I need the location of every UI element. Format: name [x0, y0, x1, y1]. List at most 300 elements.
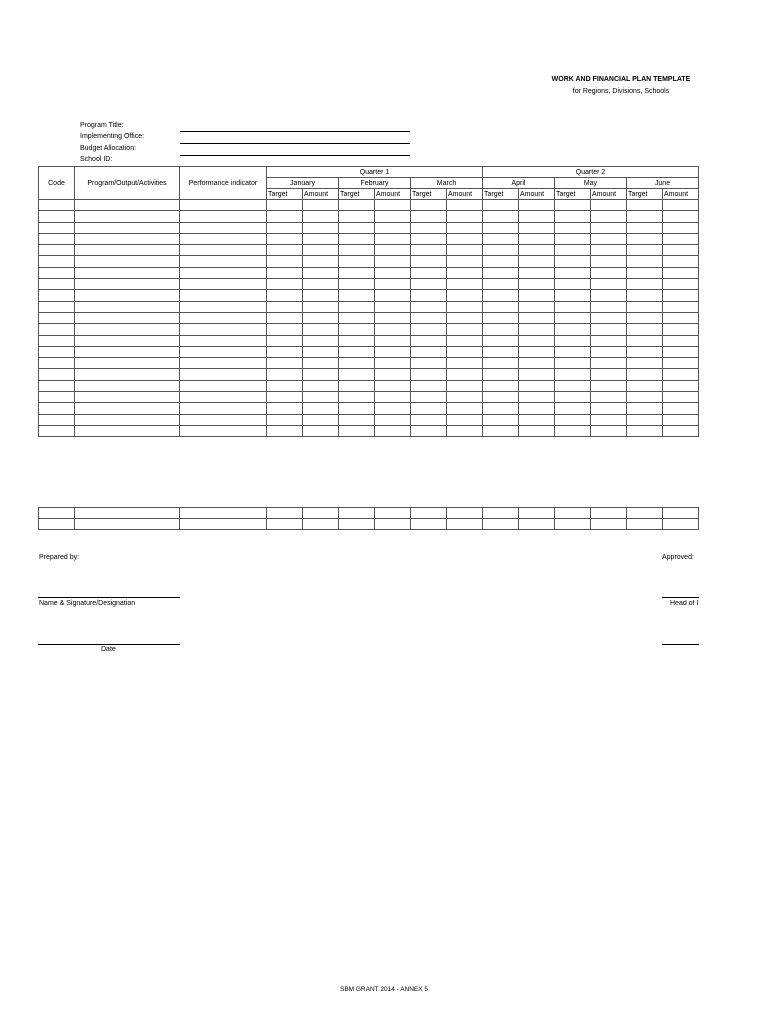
table-cell[interactable]: [447, 267, 483, 278]
table-cell[interactable]: [591, 211, 627, 222]
table-cell[interactable]: [339, 392, 375, 403]
table-cell[interactable]: [180, 211, 267, 222]
table-cell[interactable]: [447, 508, 483, 519]
table-cell[interactable]: [483, 335, 519, 346]
table-cell[interactable]: [39, 403, 75, 414]
table-cell[interactable]: [39, 414, 75, 425]
table-cell[interactable]: [303, 508, 339, 519]
table-cell[interactable]: [627, 324, 663, 335]
table-cell[interactable]: [483, 256, 519, 267]
table-cell[interactable]: [39, 392, 75, 403]
table-cell[interactable]: [180, 346, 267, 357]
table-cell[interactable]: [375, 279, 411, 290]
table-cell[interactable]: [555, 335, 591, 346]
table-cell[interactable]: [267, 324, 303, 335]
table-cell[interactable]: [483, 301, 519, 312]
table-cell[interactable]: [663, 279, 699, 290]
table-cell[interactable]: [339, 256, 375, 267]
table-cell[interactable]: [75, 380, 180, 391]
table-cell[interactable]: [483, 425, 519, 436]
table-cell[interactable]: [447, 290, 483, 301]
table-cell[interactable]: [303, 267, 339, 278]
table-cell[interactable]: [39, 358, 75, 369]
table-cell[interactable]: [180, 200, 267, 211]
table-cell[interactable]: [75, 369, 180, 380]
table-cell[interactable]: [39, 380, 75, 391]
table-cell[interactable]: [303, 290, 339, 301]
table-cell[interactable]: [375, 519, 411, 530]
table-cell[interactable]: [75, 414, 180, 425]
table-cell[interactable]: [339, 200, 375, 211]
table-cell[interactable]: [411, 245, 447, 256]
table-cell[interactable]: [267, 392, 303, 403]
table-cell[interactable]: [627, 519, 663, 530]
table-cell[interactable]: [627, 425, 663, 436]
table-cell[interactable]: [627, 200, 663, 211]
table-cell[interactable]: [519, 233, 555, 244]
table-cell[interactable]: [663, 267, 699, 278]
table-cell[interactable]: [375, 380, 411, 391]
table-cell[interactable]: [663, 324, 699, 335]
table-cell[interactable]: [267, 301, 303, 312]
table-cell[interactable]: [627, 222, 663, 233]
table-cell[interactable]: [555, 425, 591, 436]
table-cell[interactable]: [663, 335, 699, 346]
table-cell[interactable]: [663, 245, 699, 256]
table-cell[interactable]: [447, 324, 483, 335]
table-cell[interactable]: [447, 369, 483, 380]
table-cell[interactable]: [75, 312, 180, 323]
table-cell[interactable]: [339, 425, 375, 436]
table-cell[interactable]: [591, 222, 627, 233]
table-cell[interactable]: [411, 200, 447, 211]
table-cell[interactable]: [591, 256, 627, 267]
table-cell[interactable]: [303, 233, 339, 244]
table-cell[interactable]: [411, 267, 447, 278]
table-cell[interactable]: [411, 256, 447, 267]
table-cell[interactable]: [180, 414, 267, 425]
table-cell[interactable]: [447, 414, 483, 425]
table-cell[interactable]: [375, 369, 411, 380]
table-cell[interactable]: [339, 414, 375, 425]
table-cell[interactable]: [627, 508, 663, 519]
table-cell[interactable]: [555, 256, 591, 267]
table-cell[interactable]: [411, 222, 447, 233]
table-cell[interactable]: [447, 211, 483, 222]
table-cell[interactable]: [180, 508, 267, 519]
table-cell[interactable]: [627, 369, 663, 380]
table-cell[interactable]: [339, 346, 375, 357]
table-cell[interactable]: [663, 358, 699, 369]
table-cell[interactable]: [663, 392, 699, 403]
table-cell[interactable]: [591, 312, 627, 323]
program-title-line[interactable]: [180, 131, 410, 132]
table-cell[interactable]: [375, 324, 411, 335]
table-cell[interactable]: [483, 369, 519, 380]
table-cell[interactable]: [483, 290, 519, 301]
table-cell[interactable]: [267, 312, 303, 323]
table-cell[interactable]: [591, 245, 627, 256]
table-cell[interactable]: [339, 335, 375, 346]
table-cell[interactable]: [39, 369, 75, 380]
table-cell[interactable]: [519, 301, 555, 312]
table-cell[interactable]: [339, 290, 375, 301]
table-cell[interactable]: [375, 245, 411, 256]
table-cell[interactable]: [483, 519, 519, 530]
table-cell[interactable]: [39, 200, 75, 211]
table-cell[interactable]: [303, 392, 339, 403]
table-cell[interactable]: [519, 256, 555, 267]
table-cell[interactable]: [180, 519, 267, 530]
table-cell[interactable]: [303, 335, 339, 346]
table-cell[interactable]: [411, 279, 447, 290]
table-cell[interactable]: [627, 380, 663, 391]
table-cell[interactable]: [519, 279, 555, 290]
table-cell[interactable]: [447, 380, 483, 391]
table-cell[interactable]: [180, 245, 267, 256]
table-cell[interactable]: [411, 369, 447, 380]
table-cell[interactable]: [75, 346, 180, 357]
table-cell[interactable]: [483, 380, 519, 391]
table-cell[interactable]: [39, 222, 75, 233]
table-cell[interactable]: [303, 346, 339, 357]
table-cell[interactable]: [39, 508, 75, 519]
table-cell[interactable]: [375, 211, 411, 222]
table-cell[interactable]: [555, 211, 591, 222]
table-cell[interactable]: [555, 414, 591, 425]
table-cell[interactable]: [447, 403, 483, 414]
table-cell[interactable]: [267, 290, 303, 301]
table-cell[interactable]: [180, 369, 267, 380]
table-cell[interactable]: [519, 508, 555, 519]
table-cell[interactable]: [555, 346, 591, 357]
table-cell[interactable]: [663, 211, 699, 222]
table-cell[interactable]: [555, 301, 591, 312]
table-cell[interactable]: [375, 403, 411, 414]
table-cell[interactable]: [591, 301, 627, 312]
table-cell[interactable]: [447, 200, 483, 211]
table-cell[interactable]: [180, 403, 267, 414]
table-cell[interactable]: [75, 335, 180, 346]
table-cell[interactable]: [447, 358, 483, 369]
table-cell[interactable]: [483, 358, 519, 369]
table-cell[interactable]: [39, 267, 75, 278]
table-cell[interactable]: [267, 508, 303, 519]
table-cell[interactable]: [267, 245, 303, 256]
table-cell[interactable]: [375, 335, 411, 346]
table-cell[interactable]: [75, 279, 180, 290]
table-cell[interactable]: [267, 380, 303, 391]
table-cell[interactable]: [375, 290, 411, 301]
table-cell[interactable]: [39, 233, 75, 244]
table-cell[interactable]: [627, 245, 663, 256]
table-cell[interactable]: [267, 211, 303, 222]
table-cell[interactable]: [627, 403, 663, 414]
table-cell[interactable]: [663, 312, 699, 323]
table-cell[interactable]: [375, 358, 411, 369]
table-cell[interactable]: [267, 414, 303, 425]
table-cell[interactable]: [591, 369, 627, 380]
table-cell[interactable]: [447, 312, 483, 323]
table-cell[interactable]: [180, 392, 267, 403]
table-cell[interactable]: [180, 425, 267, 436]
table-cell[interactable]: [627, 414, 663, 425]
approved-date-line[interactable]: [662, 644, 699, 645]
table-cell[interactable]: [447, 392, 483, 403]
table-cell[interactable]: [519, 392, 555, 403]
table-cell[interactable]: [180, 233, 267, 244]
table-cell[interactable]: [591, 508, 627, 519]
table-cell[interactable]: [663, 222, 699, 233]
table-cell[interactable]: [75, 256, 180, 267]
table-cell[interactable]: [339, 245, 375, 256]
table-cell[interactable]: [483, 403, 519, 414]
table-cell[interactable]: [411, 290, 447, 301]
table-cell[interactable]: [180, 290, 267, 301]
table-cell[interactable]: [75, 358, 180, 369]
table-cell[interactable]: [75, 222, 180, 233]
table-cell[interactable]: [447, 301, 483, 312]
table-cell[interactable]: [339, 301, 375, 312]
table-cell[interactable]: [303, 369, 339, 380]
table-cell[interactable]: [39, 425, 75, 436]
table-cell[interactable]: [303, 380, 339, 391]
table-cell[interactable]: [180, 256, 267, 267]
table-cell[interactable]: [627, 358, 663, 369]
table-cell[interactable]: [447, 233, 483, 244]
table-cell[interactable]: [180, 279, 267, 290]
table-cell[interactable]: [75, 392, 180, 403]
table-cell[interactable]: [180, 335, 267, 346]
table-cell[interactable]: [411, 414, 447, 425]
table-cell[interactable]: [519, 290, 555, 301]
table-cell[interactable]: [339, 233, 375, 244]
table-cell[interactable]: [627, 312, 663, 323]
table-cell[interactable]: [663, 200, 699, 211]
table-cell[interactable]: [555, 245, 591, 256]
table-cell[interactable]: [375, 267, 411, 278]
table-cell[interactable]: [180, 312, 267, 323]
table-cell[interactable]: [39, 301, 75, 312]
table-cell[interactable]: [591, 324, 627, 335]
table-cell[interactable]: [663, 519, 699, 530]
table-cell[interactable]: [663, 508, 699, 519]
table-cell[interactable]: [75, 519, 180, 530]
table-cell[interactable]: [519, 380, 555, 391]
table-cell[interactable]: [591, 200, 627, 211]
table-cell[interactable]: [519, 324, 555, 335]
table-cell[interactable]: [267, 425, 303, 436]
table-cell[interactable]: [627, 290, 663, 301]
table-cell[interactable]: [339, 403, 375, 414]
table-cell[interactable]: [375, 425, 411, 436]
table-cell[interactable]: [519, 200, 555, 211]
table-cell[interactable]: [591, 358, 627, 369]
table-cell[interactable]: [519, 369, 555, 380]
table-cell[interactable]: [180, 324, 267, 335]
table-cell[interactable]: [555, 290, 591, 301]
table-cell[interactable]: [39, 324, 75, 335]
table-cell[interactable]: [483, 211, 519, 222]
table-cell[interactable]: [75, 267, 180, 278]
table-cell[interactable]: [519, 211, 555, 222]
table-cell[interactable]: [519, 358, 555, 369]
table-cell[interactable]: [339, 519, 375, 530]
table-cell[interactable]: [303, 324, 339, 335]
table-cell[interactable]: [411, 301, 447, 312]
table-cell[interactable]: [519, 312, 555, 323]
table-cell[interactable]: [39, 290, 75, 301]
table-cell[interactable]: [411, 519, 447, 530]
table-cell[interactable]: [375, 312, 411, 323]
table-cell[interactable]: [267, 256, 303, 267]
table-cell[interactable]: [555, 312, 591, 323]
table-cell[interactable]: [591, 335, 627, 346]
table-cell[interactable]: [663, 233, 699, 244]
table-cell[interactable]: [411, 312, 447, 323]
table-cell[interactable]: [555, 233, 591, 244]
table-cell[interactable]: [75, 324, 180, 335]
table-cell[interactable]: [339, 508, 375, 519]
table-cell[interactable]: [303, 279, 339, 290]
table-cell[interactable]: [591, 380, 627, 391]
table-cell[interactable]: [483, 222, 519, 233]
table-cell[interactable]: [663, 346, 699, 357]
table-cell[interactable]: [375, 222, 411, 233]
table-cell[interactable]: [555, 392, 591, 403]
table-cell[interactable]: [663, 380, 699, 391]
table-cell[interactable]: [339, 312, 375, 323]
table-cell[interactable]: [411, 233, 447, 244]
table-cell[interactable]: [411, 211, 447, 222]
table-cell[interactable]: [555, 519, 591, 530]
table-cell[interactable]: [375, 508, 411, 519]
table-cell[interactable]: [591, 519, 627, 530]
table-cell[interactable]: [591, 346, 627, 357]
table-cell[interactable]: [39, 245, 75, 256]
table-cell[interactable]: [483, 279, 519, 290]
budget-allocation-line[interactable]: [180, 155, 410, 156]
table-cell[interactable]: [303, 358, 339, 369]
table-cell[interactable]: [555, 222, 591, 233]
table-cell[interactable]: [519, 414, 555, 425]
table-cell[interactable]: [303, 414, 339, 425]
table-cell[interactable]: [375, 301, 411, 312]
table-cell[interactable]: [39, 346, 75, 357]
table-cell[interactable]: [447, 519, 483, 530]
table-cell[interactable]: [555, 380, 591, 391]
table-cell[interactable]: [267, 335, 303, 346]
table-cell[interactable]: [339, 267, 375, 278]
table-cell[interactable]: [627, 256, 663, 267]
table-cell[interactable]: [663, 425, 699, 436]
table-cell[interactable]: [447, 256, 483, 267]
table-cell[interactable]: [483, 346, 519, 357]
table-cell[interactable]: [75, 301, 180, 312]
table-cell[interactable]: [483, 267, 519, 278]
table-cell[interactable]: [627, 346, 663, 357]
table-cell[interactable]: [663, 414, 699, 425]
table-cell[interactable]: [483, 245, 519, 256]
table-cell[interactable]: [339, 279, 375, 290]
table-cell[interactable]: [483, 312, 519, 323]
table-cell[interactable]: [591, 403, 627, 414]
table-cell[interactable]: [483, 508, 519, 519]
table-cell[interactable]: [555, 200, 591, 211]
table-cell[interactable]: [627, 301, 663, 312]
table-cell[interactable]: [75, 233, 180, 244]
table-cell[interactable]: [39, 256, 75, 267]
table-cell[interactable]: [267, 279, 303, 290]
table-cell[interactable]: [75, 508, 180, 519]
table-cell[interactable]: [663, 290, 699, 301]
table-cell[interactable]: [411, 335, 447, 346]
table-cell[interactable]: [591, 267, 627, 278]
table-cell[interactable]: [483, 414, 519, 425]
table-cell[interactable]: [591, 290, 627, 301]
table-cell[interactable]: [375, 346, 411, 357]
table-cell[interactable]: [555, 403, 591, 414]
table-cell[interactable]: [75, 425, 180, 436]
table-cell[interactable]: [519, 346, 555, 357]
implementing-office-line[interactable]: [180, 143, 410, 144]
table-cell[interactable]: [39, 279, 75, 290]
table-cell[interactable]: [591, 425, 627, 436]
table-cell[interactable]: [303, 425, 339, 436]
table-cell[interactable]: [591, 392, 627, 403]
table-cell[interactable]: [447, 425, 483, 436]
table-cell[interactable]: [339, 358, 375, 369]
table-cell[interactable]: [303, 200, 339, 211]
table-cell[interactable]: [447, 245, 483, 256]
table-cell[interactable]: [75, 403, 180, 414]
table-cell[interactable]: [447, 279, 483, 290]
table-cell[interactable]: [411, 346, 447, 357]
table-cell[interactable]: [519, 222, 555, 233]
table-cell[interactable]: [39, 312, 75, 323]
table-cell[interactable]: [180, 301, 267, 312]
table-cell[interactable]: [627, 211, 663, 222]
table-cell[interactable]: [339, 222, 375, 233]
table-cell[interactable]: [663, 403, 699, 414]
table-cell[interactable]: [483, 324, 519, 335]
table-cell[interactable]: [591, 414, 627, 425]
table-cell[interactable]: [663, 256, 699, 267]
table-cell[interactable]: [303, 301, 339, 312]
table-cell[interactable]: [411, 508, 447, 519]
table-cell[interactable]: [303, 245, 339, 256]
table-cell[interactable]: [267, 358, 303, 369]
table-cell[interactable]: [555, 324, 591, 335]
table-cell[interactable]: [519, 425, 555, 436]
table-cell[interactable]: [627, 267, 663, 278]
table-cell[interactable]: [483, 200, 519, 211]
table-cell[interactable]: [591, 233, 627, 244]
table-cell[interactable]: [411, 380, 447, 391]
table-cell[interactable]: [267, 267, 303, 278]
table-cell[interactable]: [555, 369, 591, 380]
table-cell[interactable]: [519, 403, 555, 414]
table-cell[interactable]: [627, 335, 663, 346]
approved-signature-line[interactable]: [662, 597, 699, 598]
table-cell[interactable]: [303, 519, 339, 530]
table-cell[interactable]: [663, 301, 699, 312]
table-cell[interactable]: [339, 211, 375, 222]
table-cell[interactable]: [303, 211, 339, 222]
table-cell[interactable]: [627, 279, 663, 290]
table-cell[interactable]: [180, 267, 267, 278]
table-cell[interactable]: [411, 392, 447, 403]
